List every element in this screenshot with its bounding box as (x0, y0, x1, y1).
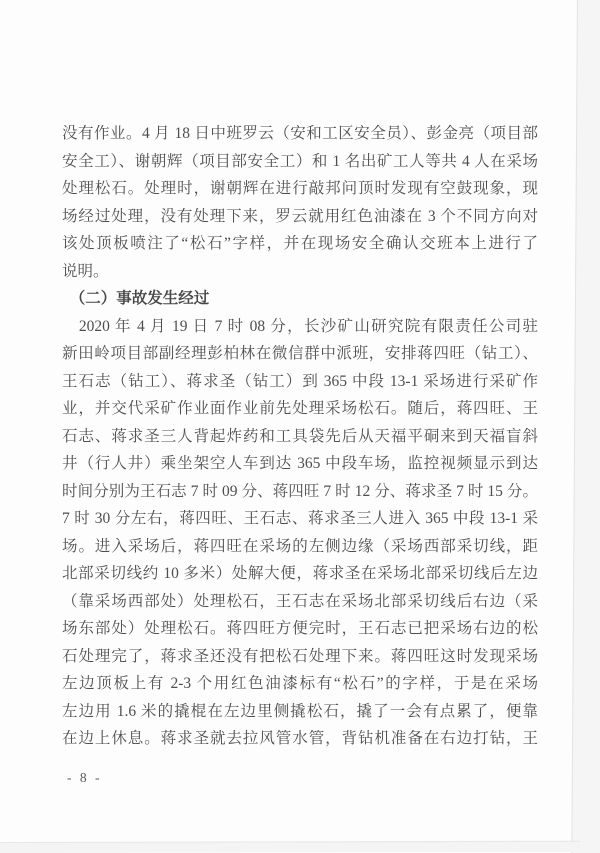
text-line: 说明。 (62, 262, 109, 280)
page-edge-bottom-shade (0, 841, 580, 853)
text-line: 业，并交代采矿作业面作业前先处理采场松石。随后，蒋四旺、王 (62, 400, 538, 417)
text-line: 王石志（钻工）、蒋求圣（钻工）到 365 中段 13-1 采场进行采矿作 (62, 372, 538, 390)
text-line: 场东部处）处理松石。蒋四旺方便完时，王石志已把采场右边的松 (62, 620, 538, 637)
text-line: 新田岭项目部副经理彭柏林在微信群中派班，安排蒋四旺（钻工）、 (62, 345, 538, 362)
text-line: 井（行人井）乘坐架空人车到达 365 中段车场，监控视频显示到达 (62, 455, 538, 472)
text-line: 在边上休息。蒋求圣就去拉风管水管，背钻机准备在右边打钻，王 (62, 730, 538, 747)
text-line: 场。进入采场后，蒋四旺在采场的左侧边缘（采场西部采切线，距 (62, 537, 538, 555)
text-line: （靠采场西部处）处理松石，王石志在采场北部采切线后右边（采 (62, 592, 538, 610)
text-line: 7 时 30 分左右，蒋四旺、王石志、蒋求圣三人进入 365 中段 13-1 采 (62, 510, 538, 527)
text-line: 该处顶板喷注了“松石”字样，并在现场安全确认交班本上进行了 (62, 235, 538, 252)
text-line: 2020 年 4 月 19 日 7 时 08 分，长沙矿山研究院有限责任公司驻 (62, 317, 538, 335)
text-line: 处理松石。处理时，谢朝辉在进行敲邦问顶时发现有空鼓现象，现 (62, 180, 538, 197)
page-number: - 8 - (67, 770, 102, 785)
page-edge-right-shade (571, 0, 600, 853)
text-line: 石处理完了，蒋求圣还没有把松石处理下来。蒋四旺这时发现采场 (62, 647, 538, 665)
text-line: 安全工）、谢朝辉（项目部安全工）和 1 名出矿工人等共 4 人在采场 (62, 152, 538, 170)
text-line: 左边顶板上有 2-3 个用红色油漆标有“松石”的字样，于是在采场 (62, 675, 538, 692)
text-line: 场经过处理，没有处理下来，罗云就用红色油漆在 3 个不同方向对 (62, 207, 538, 225)
text-line: 北部采切线约 10 多米）处解大便，蒋求圣在采场北部采切线后左边 (62, 565, 538, 582)
section-heading-line: （二）事故发生经过 (62, 290, 210, 307)
text-line: 左边用 1.6 米的撬棍在左边里侧撬松石，撬了一会有点累了，便靠 (62, 702, 538, 720)
text-block (62, 120, 538, 753)
text-line: 石志、蒋求圣三人背起炸药和工具袋先后从天福平硐来到天福盲斜 (62, 427, 538, 445)
text-line: 没有作业。4 月 18 日中班罗云（安和工区安全员）、彭金亮（项目部 (62, 125, 538, 142)
text-line: 时间分别为王石志 7 时 09 分、蒋四旺 7 时 12 分、蒋求圣 7 时 15 分。 (62, 482, 538, 500)
